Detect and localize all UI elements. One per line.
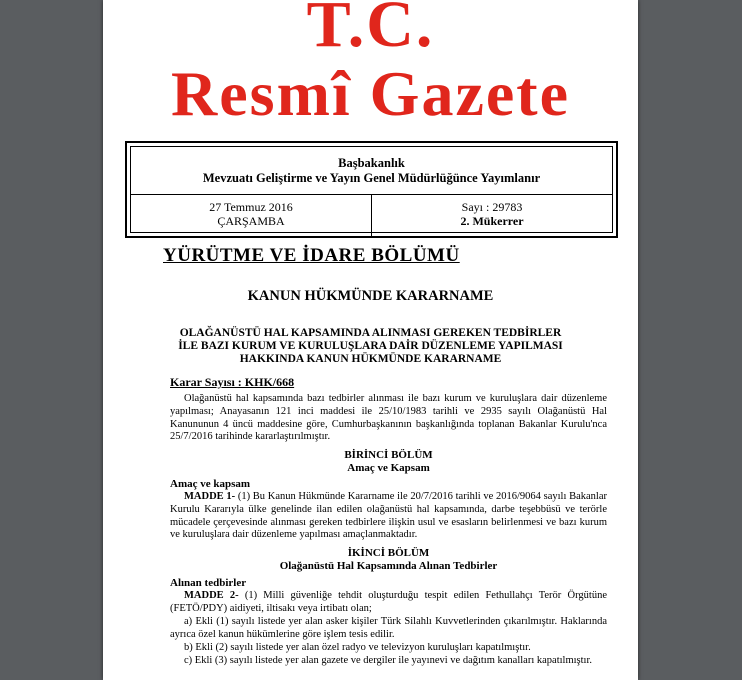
article2-heading: Alınan tedbirler [170, 577, 247, 589]
gazette-page [103, 0, 638, 680]
decree-number: Karar Sayısı : KHK/668 [170, 375, 295, 389]
issue-weekday: ÇARŞAMBA [217, 214, 285, 228]
decree-title: OLAĞANÜSTÜ HAL KAPSAMINDA ALINMASI GEREKEN TEDBİRLER İLE BAZI KURUM VE KURULUŞLARA DAİR DÜZENLEME YAPILMASI HAKKINDA KANUN HÜKMÜNDE KARARNAME [178, 327, 563, 365]
part1-heading: BİRİNCİ BÖLÜM Amaç ve Kapsam [344, 449, 433, 474]
masthead-tc: T.C. [306, 0, 435, 61]
khk-title: KANUN HÜKMÜNDE KARARNAME [247, 288, 494, 304]
article1-heading: Amaç ve kapsam [170, 478, 251, 490]
issue-date: 27 Temmuz 2016 [209, 200, 293, 214]
info-box [125, 141, 618, 238]
intro-paragraph: Olağanüstü hal kapsamında bazı tedbirler alınması ile bazı kurum ve kuruluşlara dair düzenleme yapılması; Anayasanın 121 inci maddesi ile 25/10/1983 tarihli ve 2935 sayılı Olağanüstü Hal Kanununun 4 üncü maddesine göre, Cumhurbaşkanının başkanlığında toplanan Bakanlar Kurulu'nca 25/7/2016 tarihinde kararlaştırılmıştır. [170, 393, 607, 443]
part2-heading: İKİNCİ BÖLÜM Olağanüstü Hal Kapsamında Alınan Tedbirler [279, 547, 498, 572]
section-title: YÜRÜTME VE İDARE BÖLÜMÜ [163, 245, 460, 266]
article1-text: MADDE 1- (1) Bu Kanun Hükmünde Kararname ile 20/7/2016 tarihli ve 2016/9064 sayılı Bakanlar Kurulu Kararıyla ülke genelinde ilan edilen olağanüstü hal kapsamında, darbe teşebbüsü ve terörle mücadele çerçevesinde alınması gereken tedbirlere ilişkin usul ve esasların belirlenmesi ve bazı kurum ve kuruluşlara dair düzenleme yapılması amaçlanmaktadır. [170, 491, 607, 541]
article2-item-b: b) Ekli (2) sayılı listede yer alan özel radyo ve televizyon kuruluşları kapatılmıştır. [184, 642, 531, 653]
ministry-label: Başbakanlık [338, 156, 405, 170]
article2-item-a: a) Ekli (1) sayılı listede yer alan asker kişiler Türk Silahlı Kuvvetlerinden çıkarılmıştır. Haklarında ayrıca özel kanun hükümlerine göre işlem tesis edilir. [170, 616, 607, 640]
issue-number: Sayı : 29783 [461, 200, 523, 214]
issue-repeat: 2. Mükerrer [460, 214, 524, 228]
masthead-title: Resmî Gazete [171, 58, 570, 129]
article2-text: MADDE 2- (1) Milli güvenliğe tehdit oluşturduğu tespit edilen Fethullahçı Terör Örgütüne (FETÖ/PDY) aidiyeti, iltisakı veya irtibatı olan; [170, 590, 607, 614]
publisher-label: Mevzuatı Geliştirme ve Yayın Genel Müdürlüğünce Yayımlanır [202, 171, 541, 185]
article2-item-c: c) Ekli (3) sayılı listede yer alan gazete ve dergiler ile yayınevi ve dağıtım kanalları kapatılmıştır. [184, 655, 592, 666]
